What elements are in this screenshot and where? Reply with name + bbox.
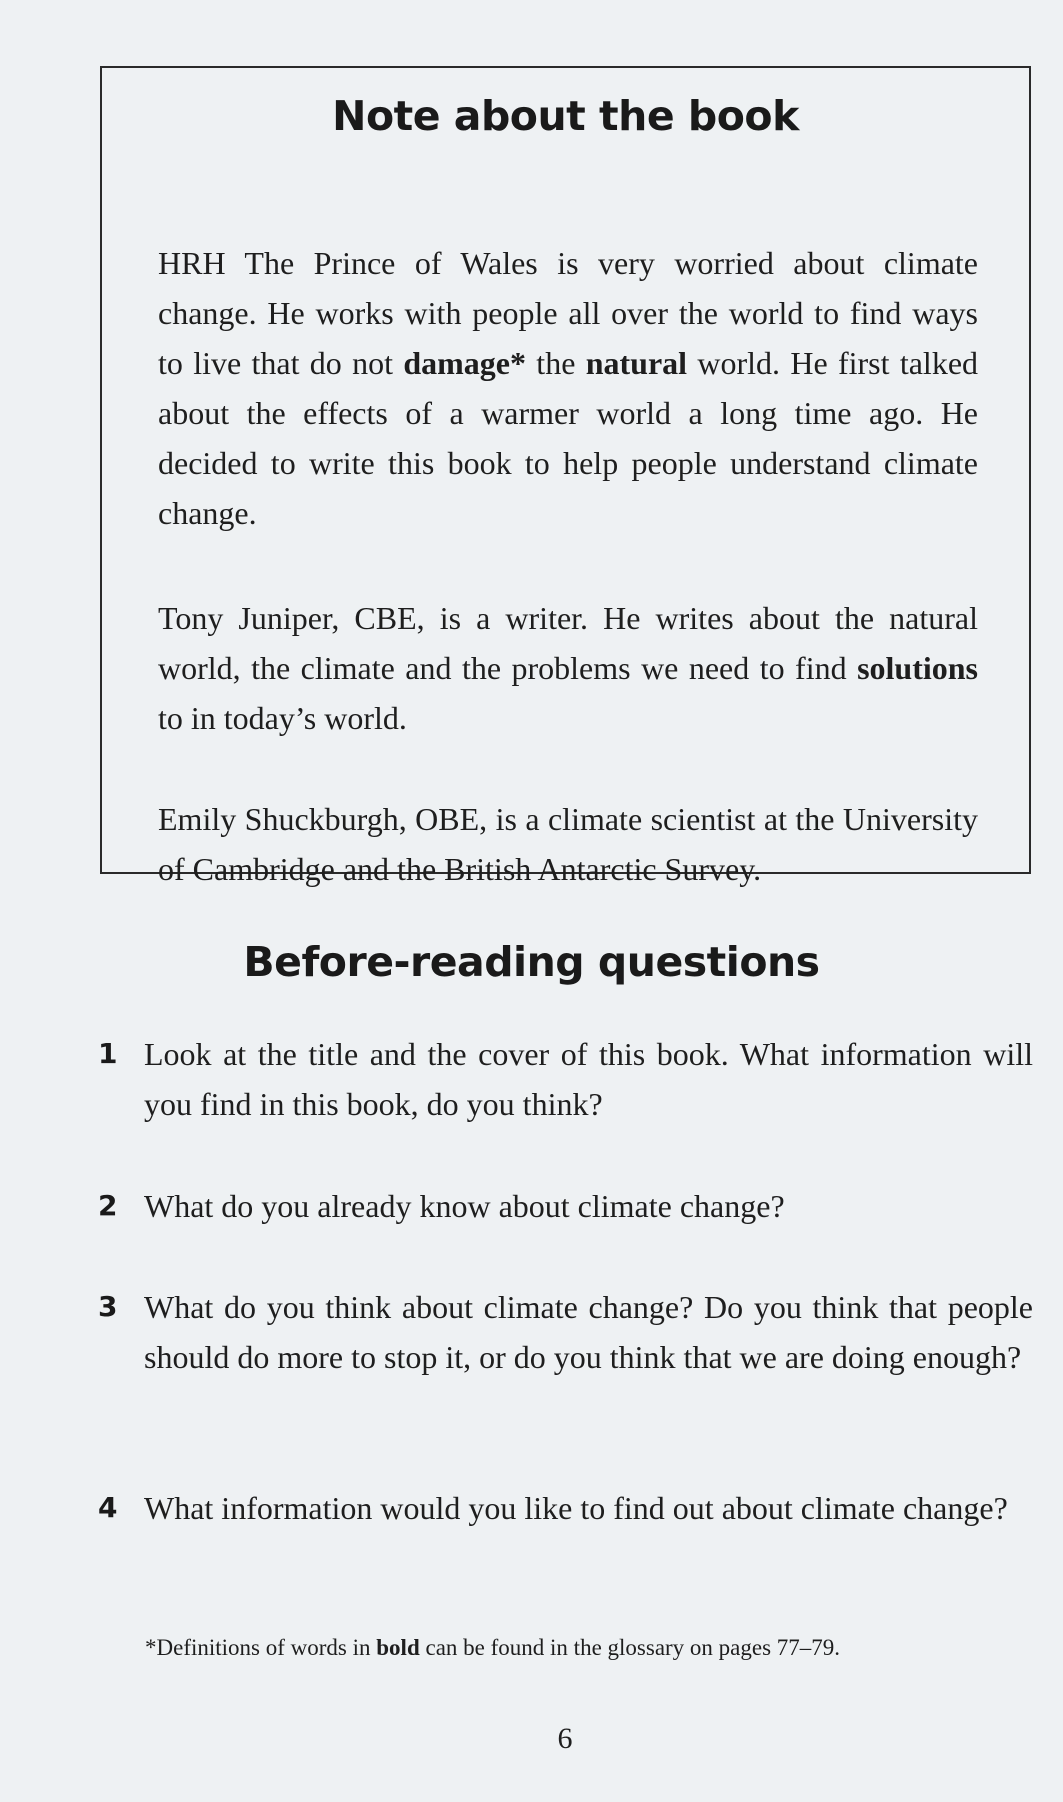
question-number: 2 [98, 1189, 118, 1222]
page-number: 6 [557, 1722, 573, 1755]
glossary-footnote [145, 1632, 1005, 1664]
question-number: 4 [98, 1491, 118, 1524]
question-item [98, 1483, 1033, 1533]
question-item [98, 1029, 1033, 1129]
note-paragraph-prince [158, 238, 978, 538]
note-p2-text-b: to in today’s world. [158, 700, 407, 736]
question-text: What do you think about climate change? Do you think that people should do more to stop it, or do you think that we are doing enough? [144, 1289, 1033, 1375]
note-p2-text-a: Tony Juniper, CBE, is a writer. He writes about the natural world, the climate and the problems we need to find [158, 600, 978, 686]
note-p1-bold-damage: damage* [403, 345, 526, 381]
footnote-text-a: *Definitions of words in [145, 1635, 377, 1660]
note-p2-bold-solutions: solutions [857, 650, 978, 686]
note-paragraph-juniper [158, 593, 978, 743]
questions-title: Before-reading questions [243, 938, 820, 986]
question-number: 1 [98, 1037, 118, 1070]
footnote-bold: bold [376, 1635, 420, 1660]
footnote-text-b: can be found in the glossary on pages 77–79. [419, 1635, 841, 1660]
note-about-book-box [100, 66, 1031, 887]
note-p1-text-c: world. He first talked about the effects of a warmer world a long time ago. He decided to write this book to help people understand climate change. [158, 345, 979, 531]
question-item [98, 1181, 1033, 1231]
question-number: 3 [98, 1290, 118, 1323]
question-text: What information would you like to find out about climate change? [144, 1490, 1008, 1526]
note-title: Note about the book [332, 92, 799, 140]
question-item [98, 1282, 1033, 1382]
note-p1-text-a: HRH The Prince of Wales is very worried about climate change. He works with people all over the world to find ways to live that do not [158, 245, 978, 381]
note-p1-bold-natural: natural [585, 345, 688, 381]
note-paragraph-shuckburgh: Emily Shuckburgh, OBE, is a climate scientist at the University of Cambridge and the British Antarctic Survey. [158, 801, 978, 887]
note-p1-text-b: the [525, 345, 586, 381]
question-text: Look at the title and the cover of this book. What information will you find in this book, do you think? [144, 1036, 1033, 1122]
question-text: What do you already know about climate change? [144, 1188, 785, 1224]
